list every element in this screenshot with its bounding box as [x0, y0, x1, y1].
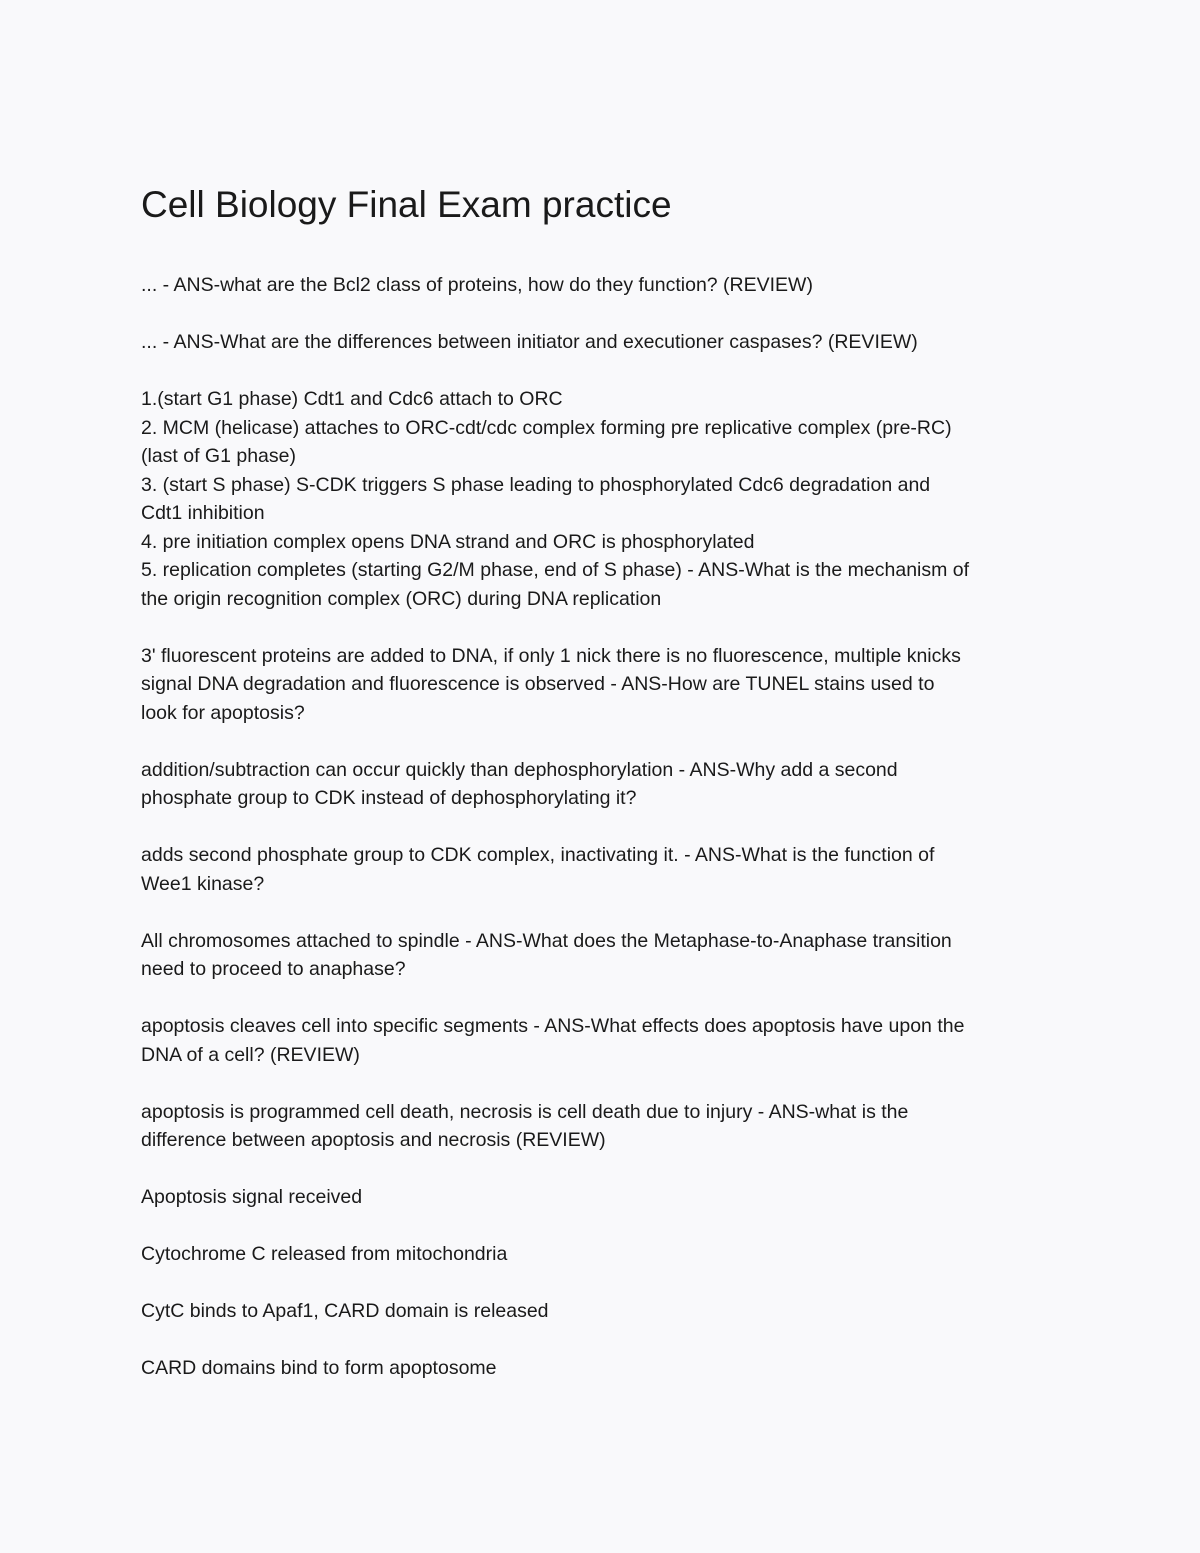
- paragraph: [141, 385, 1066, 613]
- text-line: 2. MCM (helicase) attaches to ORC-cdt/cdc complex forming pre replicative complex (pre-RC): [141, 416, 952, 439]
- text-line: All chromosomes attached to spindle - ANS-What does the Metaphase-to-Anaphase transition: [141, 929, 952, 952]
- paragraph: [141, 1098, 1066, 1155]
- text-line: need to proceed to anaphase?: [141, 958, 406, 980]
- text-line: 5. replication completes (starting G2/M phase, end of S phase) - ANS-What is the mechanism of: [141, 559, 970, 581]
- page-title: Cell Biology Final Exam practice: [141, 184, 672, 225]
- paragraph: [141, 927, 1066, 984]
- paragraph: [141, 756, 1066, 813]
- text-line: ... - ANS-What are the differences between initiator and executioner caspases? (REVIEW): [141, 331, 918, 353]
- text-line: signal DNA degradation and fluorescence is observed - ANS-How are TUNEL stains used to: [141, 673, 935, 695]
- text-line: addition/subtraction can occur quickly than dephosphorylation - ANS-Why add a second: [141, 758, 898, 781]
- paragraph: [141, 271, 1066, 300]
- paragraph: [141, 841, 1066, 898]
- paragraph: [141, 1183, 1066, 1212]
- text-line: Cdt1 inhibition: [141, 502, 265, 524]
- text-line: Apoptosis signal received: [141, 1186, 363, 1208]
- text-line: 1.(start G1 phase) Cdt1 and Cdc6 attach to ORC: [141, 388, 563, 410]
- text-line: phosphate group to CDK instead of dephosphorylating it?: [141, 787, 637, 809]
- paragraph: [141, 328, 1066, 357]
- text-line: (last of G1 phase): [141, 445, 296, 467]
- text-line: 3' fluorescent proteins are added to DNA, if only 1 nick there is no fluorescence, multiple knicks: [141, 644, 961, 667]
- paragraph: [141, 1354, 1066, 1383]
- text-line: DNA of a cell? (REVIEW): [141, 1043, 360, 1066]
- text-line: CARD domains bind to form apoptosome: [141, 1357, 497, 1379]
- text-line: the origin recognition complex (ORC) during DNA replication: [141, 587, 662, 610]
- text-line: CytC binds to Apaf1, CARD domain is released: [141, 1300, 549, 1322]
- paragraph: [141, 642, 1066, 728]
- text-line: apoptosis is programmed cell death, necrosis is cell death due to injury - ANS-what is the: [141, 1100, 909, 1123]
- paragraph: [141, 1240, 1066, 1269]
- text-line: Wee1 kinase?: [141, 872, 265, 895]
- text-line: apoptosis cleaves cell into specific segments - ANS-What effects does apoptosis have upon the: [141, 1015, 965, 1037]
- text-line: Cytochrome C released from mitochondria: [141, 1243, 508, 1265]
- text-line: 4. pre initiation complex opens DNA strand and ORC is phosphorylated: [141, 530, 755, 553]
- paragraph: [141, 1297, 1066, 1326]
- text-line: 3. (start S phase) S-CDK triggers S phase leading to phosphorylated Cdc6 degradation and: [141, 473, 931, 496]
- text-line: ... - ANS-what are the Bcl2 class of proteins, how do they function? (REVIEW): [141, 274, 813, 296]
- text-line: adds second phosphate group to CDK complex, inactivating it. - ANS-What is the function of: [141, 844, 935, 866]
- text-line: look for apoptosis?: [141, 701, 305, 724]
- paragraph: [141, 1012, 1066, 1069]
- document-body: [141, 271, 1066, 1411]
- text-line: difference between apoptosis and necrosis (REVIEW): [141, 1129, 606, 1151]
